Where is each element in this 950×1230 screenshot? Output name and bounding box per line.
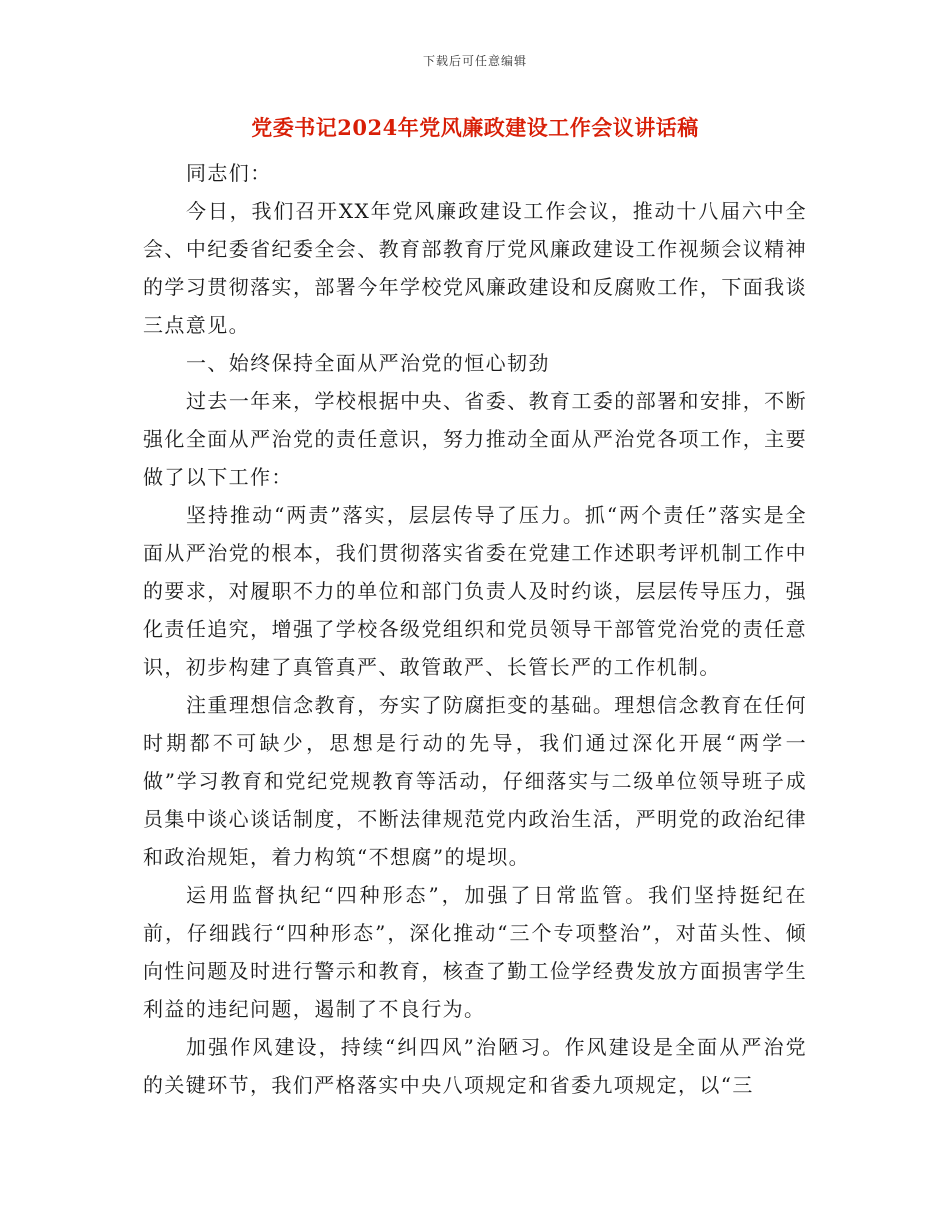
body-paragraph: 坚持推动“两责”落实，层层传导了压力。抓“两个责任”落实是全面从严治党的根本，我们贯彻落实省委在党建工作述职考评机制工作中的要求，对履职不力的单位和部门负责人及时约谈，层层传导压力，强化责任追究，增强了学校各级党组织和党员领导干部管党治党的责任意识，初步构建了真管真严、敢管敢严、长管长严的工作机制。 (143, 503, 807, 679)
document-title: 党委书记2024年党风廉政建设工作会议讲话稿 (251, 115, 699, 140)
body-paragraph: 加强作风建设，持续“纠四风”治陋习。作风建设是全面从严治党的关键环节，我们严格落实中央八项规定和省委九项规定，以“三 (143, 1035, 807, 1097)
section-heading-1: 一、始终保持全面从严治党的恒心韧劲 (186, 351, 550, 375)
header-note: 下载后可任意编辑 (422, 54, 527, 68)
document-body (143, 154, 807, 1104)
intro-paragraph: 今日，我们召开XX年党风廉政建设工作会议，推动十八届六中全会、中纪委省纪委全会、教育部教育厅党风廉政建设工作视频会议精神的学习贯彻落实，部署今年学校党风廉政建设和反腐败工作，下面我谈三点意见。 (143, 199, 807, 337)
salutation-paragraph: 同志们： (186, 161, 272, 185)
body-paragraph: 过去一年来，学校根据中央、省委、教育工委的部署和安排，不断强化全面从严治党的责任意识，努力推动全面从严治党各项工作，主要做了以下工作： (143, 389, 807, 489)
body-paragraph: 运用监督执纪“四种形态”，加强了日常监管。我们坚持挺纪在前，仔细践行“四种形态”，深化推动“三个专项整治”，对苗头性、倾向性问题及时进行警示和教育，核查了勤工俭学经费发放方面损害学生利益的违纪问题，遏制了不良行为。 (143, 883, 807, 1021)
body-paragraph: 注重理想信念教育，夯实了防腐拒变的基础。理想信念教育在任何时期都不可缺少，思想是行动的先导，我们通过深化开展“两学一做”学习教育和党纪党规教育等活动，仔细落实与二级单位领导班子成员集中谈心谈话制度，不断法律规范党内政治生活，严明党的政治纪律和政治规矩，着力构筑“不想腐”的堤坝。 (143, 693, 807, 869)
